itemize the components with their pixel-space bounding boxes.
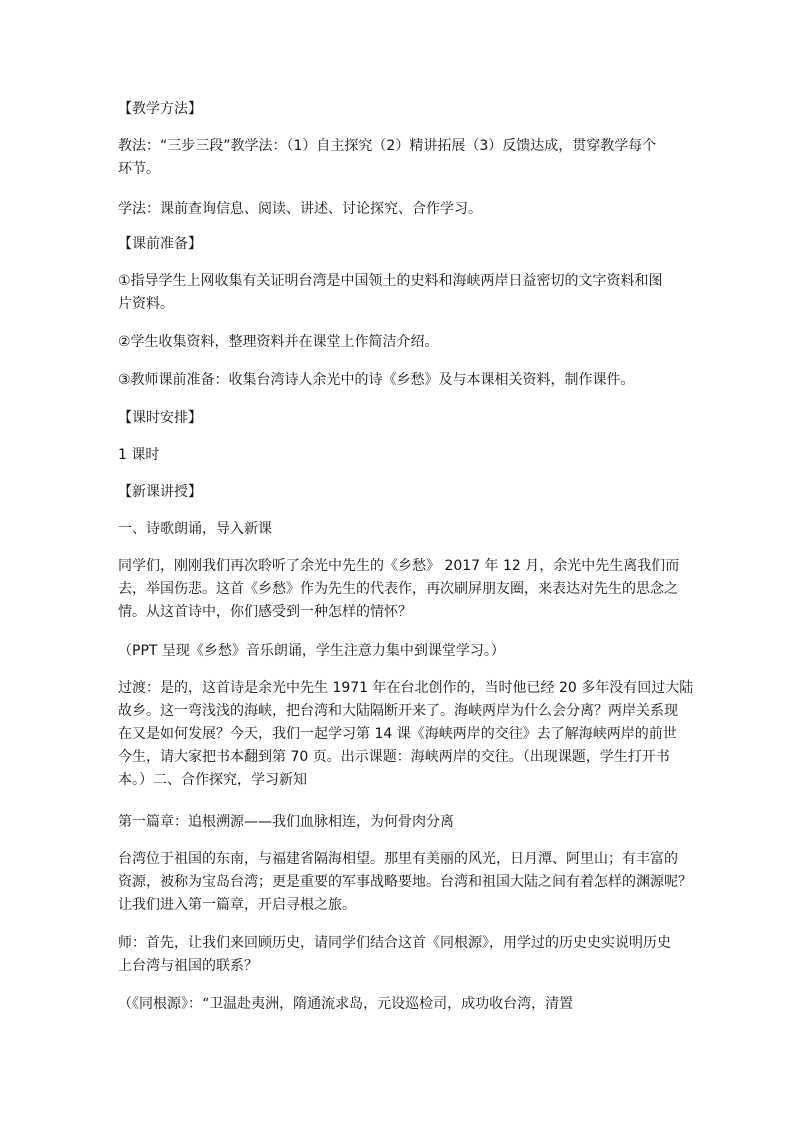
text-line: ①指导学生上网收集有关证明台湾是中国领土的史料和海峡两岸日益密切的文字资料和图 bbox=[118, 273, 663, 289]
text-line: 过渡：是的，这首诗是余光中先生 1971 年在台北创作的，当时他已经 20 多年没有回过大陆 bbox=[118, 680, 694, 696]
paragraph-ppt-note: （PPT 呈现《乡愁》音乐朗诵，学生注意力集中到课堂学习。） bbox=[118, 643, 505, 659]
paragraph-teaching-method bbox=[118, 135, 678, 181]
heading-preparation: 【课前准备】 bbox=[118, 236, 202, 252]
text-line: 情。从这首诗中，你们感受到一种怎样的情怀？ bbox=[118, 604, 412, 620]
heading-new-lesson: 【新课讲授】 bbox=[118, 484, 202, 500]
text-line: 同学们，刚刚我们再次聆听了余光中先生的《乡愁》 2017 年 12 月，余光中先生离我们而 bbox=[118, 558, 680, 574]
paragraph-taiwan bbox=[118, 848, 692, 917]
paragraph-intro bbox=[118, 555, 678, 624]
paragraph-poem: （《同根源》：“卫温赴夷洲，隋通流求岛，元设巡检司，成功收台湾，清置 bbox=[118, 996, 574, 1012]
text-line: 今生，请大家把书本翻到第 70 页。出示课题：海峡两岸的交往。（出现课题，学生打开书 bbox=[118, 749, 670, 765]
heading-schedule: 【课时安排】 bbox=[118, 410, 202, 426]
text-line: 去，举国伤悲。这首《乡愁》作为先生的代表作，再次刷屏朋友圈，来表达对先生的思念之 bbox=[118, 581, 678, 597]
paragraph-transition bbox=[118, 677, 694, 792]
paragraph-prep-2: ②学生收集资料，整理资料并在课堂上作简洁介绍。 bbox=[118, 334, 439, 350]
text-line: 资源，被称为宝岛台湾；更是重要的军事战略要地。台湾和祖国大陆之间有着怎样的渊源呢？ bbox=[118, 874, 692, 890]
paragraph-learning-method: 学法：课前查询信息、阅读、讲述、讨论探究、合作学习。 bbox=[118, 201, 482, 217]
text-line: 教法：“三步三段”教学法：（1）自主探究（2）精讲拓展（3）反馈达成，贯穿教学每个 bbox=[118, 138, 657, 154]
paragraph-teacher bbox=[118, 932, 678, 978]
text-line: 故乡。这一弯浅浅的海峡，把台湾和大陆隔断开来了。海峡两岸为什么会分离？两岸关系现 bbox=[118, 703, 678, 719]
section-title-1: 一、诗歌朗诵，导入新课 bbox=[118, 521, 272, 537]
text-line: 片资料。 bbox=[118, 296, 174, 312]
paragraph-schedule: 1 课时 bbox=[118, 447, 160, 463]
paragraph-prep-3: ③教师课前准备：收集台湾诗人余光中的诗《乡愁》及与本课相关资料，制作课件。 bbox=[118, 372, 635, 388]
text-line: 本。）二、合作探究，学习新知 bbox=[118, 772, 307, 788]
text-line: 师：首先，让我们来回顾历史，请同学们结合这首《同根源》，用学过的历史史实说明历史 bbox=[118, 935, 671, 951]
text-line: 在又是如何发展？今天，我们一起学习第 14 课《海峡两岸的交往》去了解海峡两岸的前世 bbox=[118, 726, 677, 742]
text-line: 上台湾与祖国的联系？ bbox=[118, 958, 258, 974]
text-line: 环节。 bbox=[118, 161, 160, 177]
chapter-1-title: 第一篇章：追根溯源——我们血脉相连，为何骨肉分离 bbox=[118, 814, 454, 830]
text-line: 让我们进入第一篇章，开启寻根之旅。 bbox=[118, 897, 356, 913]
paragraph-prep-1 bbox=[118, 270, 678, 316]
heading-teaching-method: 【教学方法】 bbox=[118, 101, 202, 117]
text-line: 台湾位于祖国的东南，与福建省隔海相望。那里有美丽的风光，日月潭、阿里山；有丰富的 bbox=[118, 851, 678, 867]
